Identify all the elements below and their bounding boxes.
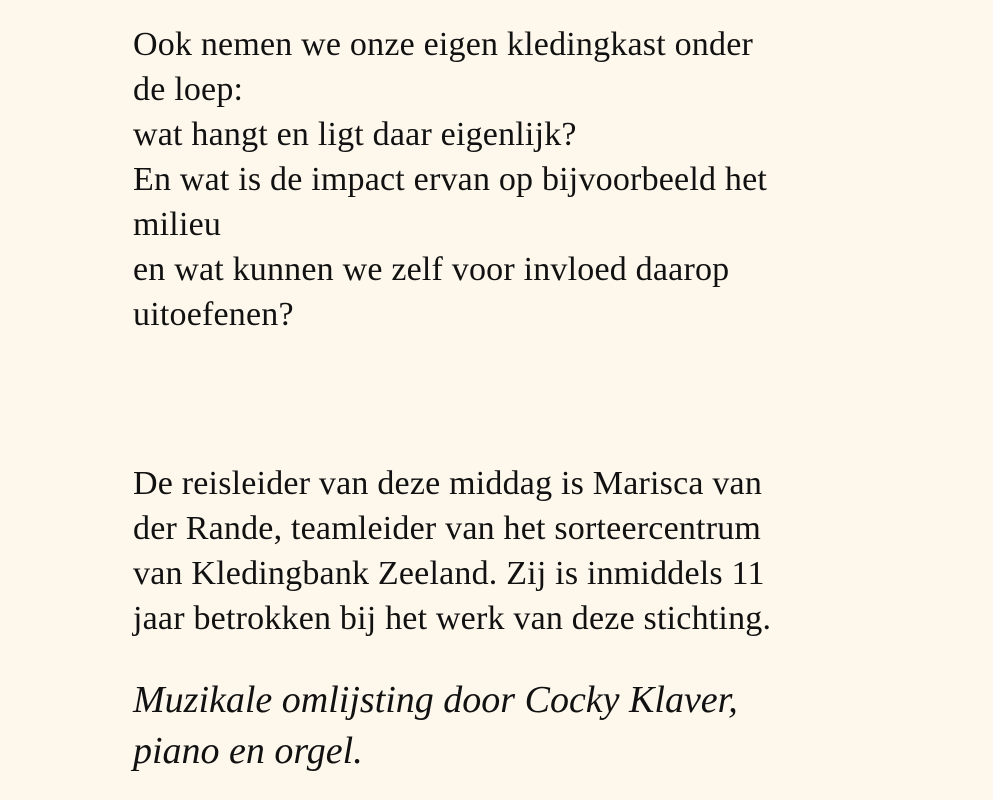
music-line: Muzikale omlijsting door Cocky Klaver, <box>133 679 738 721</box>
intro-line: de loep: <box>133 71 244 108</box>
music-credit <box>133 675 893 777</box>
bio-line: der Rande, teamleider van het sorteercentrum <box>133 510 762 547</box>
intro-line: En wat is de impact ervan op bijvoorbeeld het <box>133 161 768 198</box>
bio-line: van Kledingbank Zeeland. Zij is inmiddels 11 <box>133 555 765 592</box>
bio-paragraph <box>133 461 893 641</box>
intro-line: wat hangt en ligt daar eigenlijk? <box>133 116 577 153</box>
intro-line: milieu <box>133 206 222 243</box>
intro-paragraph <box>133 22 893 337</box>
bio-line: De reisleider van deze middag is Marisca van <box>133 465 763 502</box>
intro-line: Ook nemen we onze eigen kledingkast onder <box>133 26 754 63</box>
bio-line: jaar betrokken bij het werk van deze stichting. <box>133 600 772 637</box>
intro-line: en wat kunnen we zelf voor invloed daarop <box>133 251 730 288</box>
music-line: piano en orgel. <box>133 730 363 772</box>
intro-line: uitoefenen? <box>133 296 294 333</box>
